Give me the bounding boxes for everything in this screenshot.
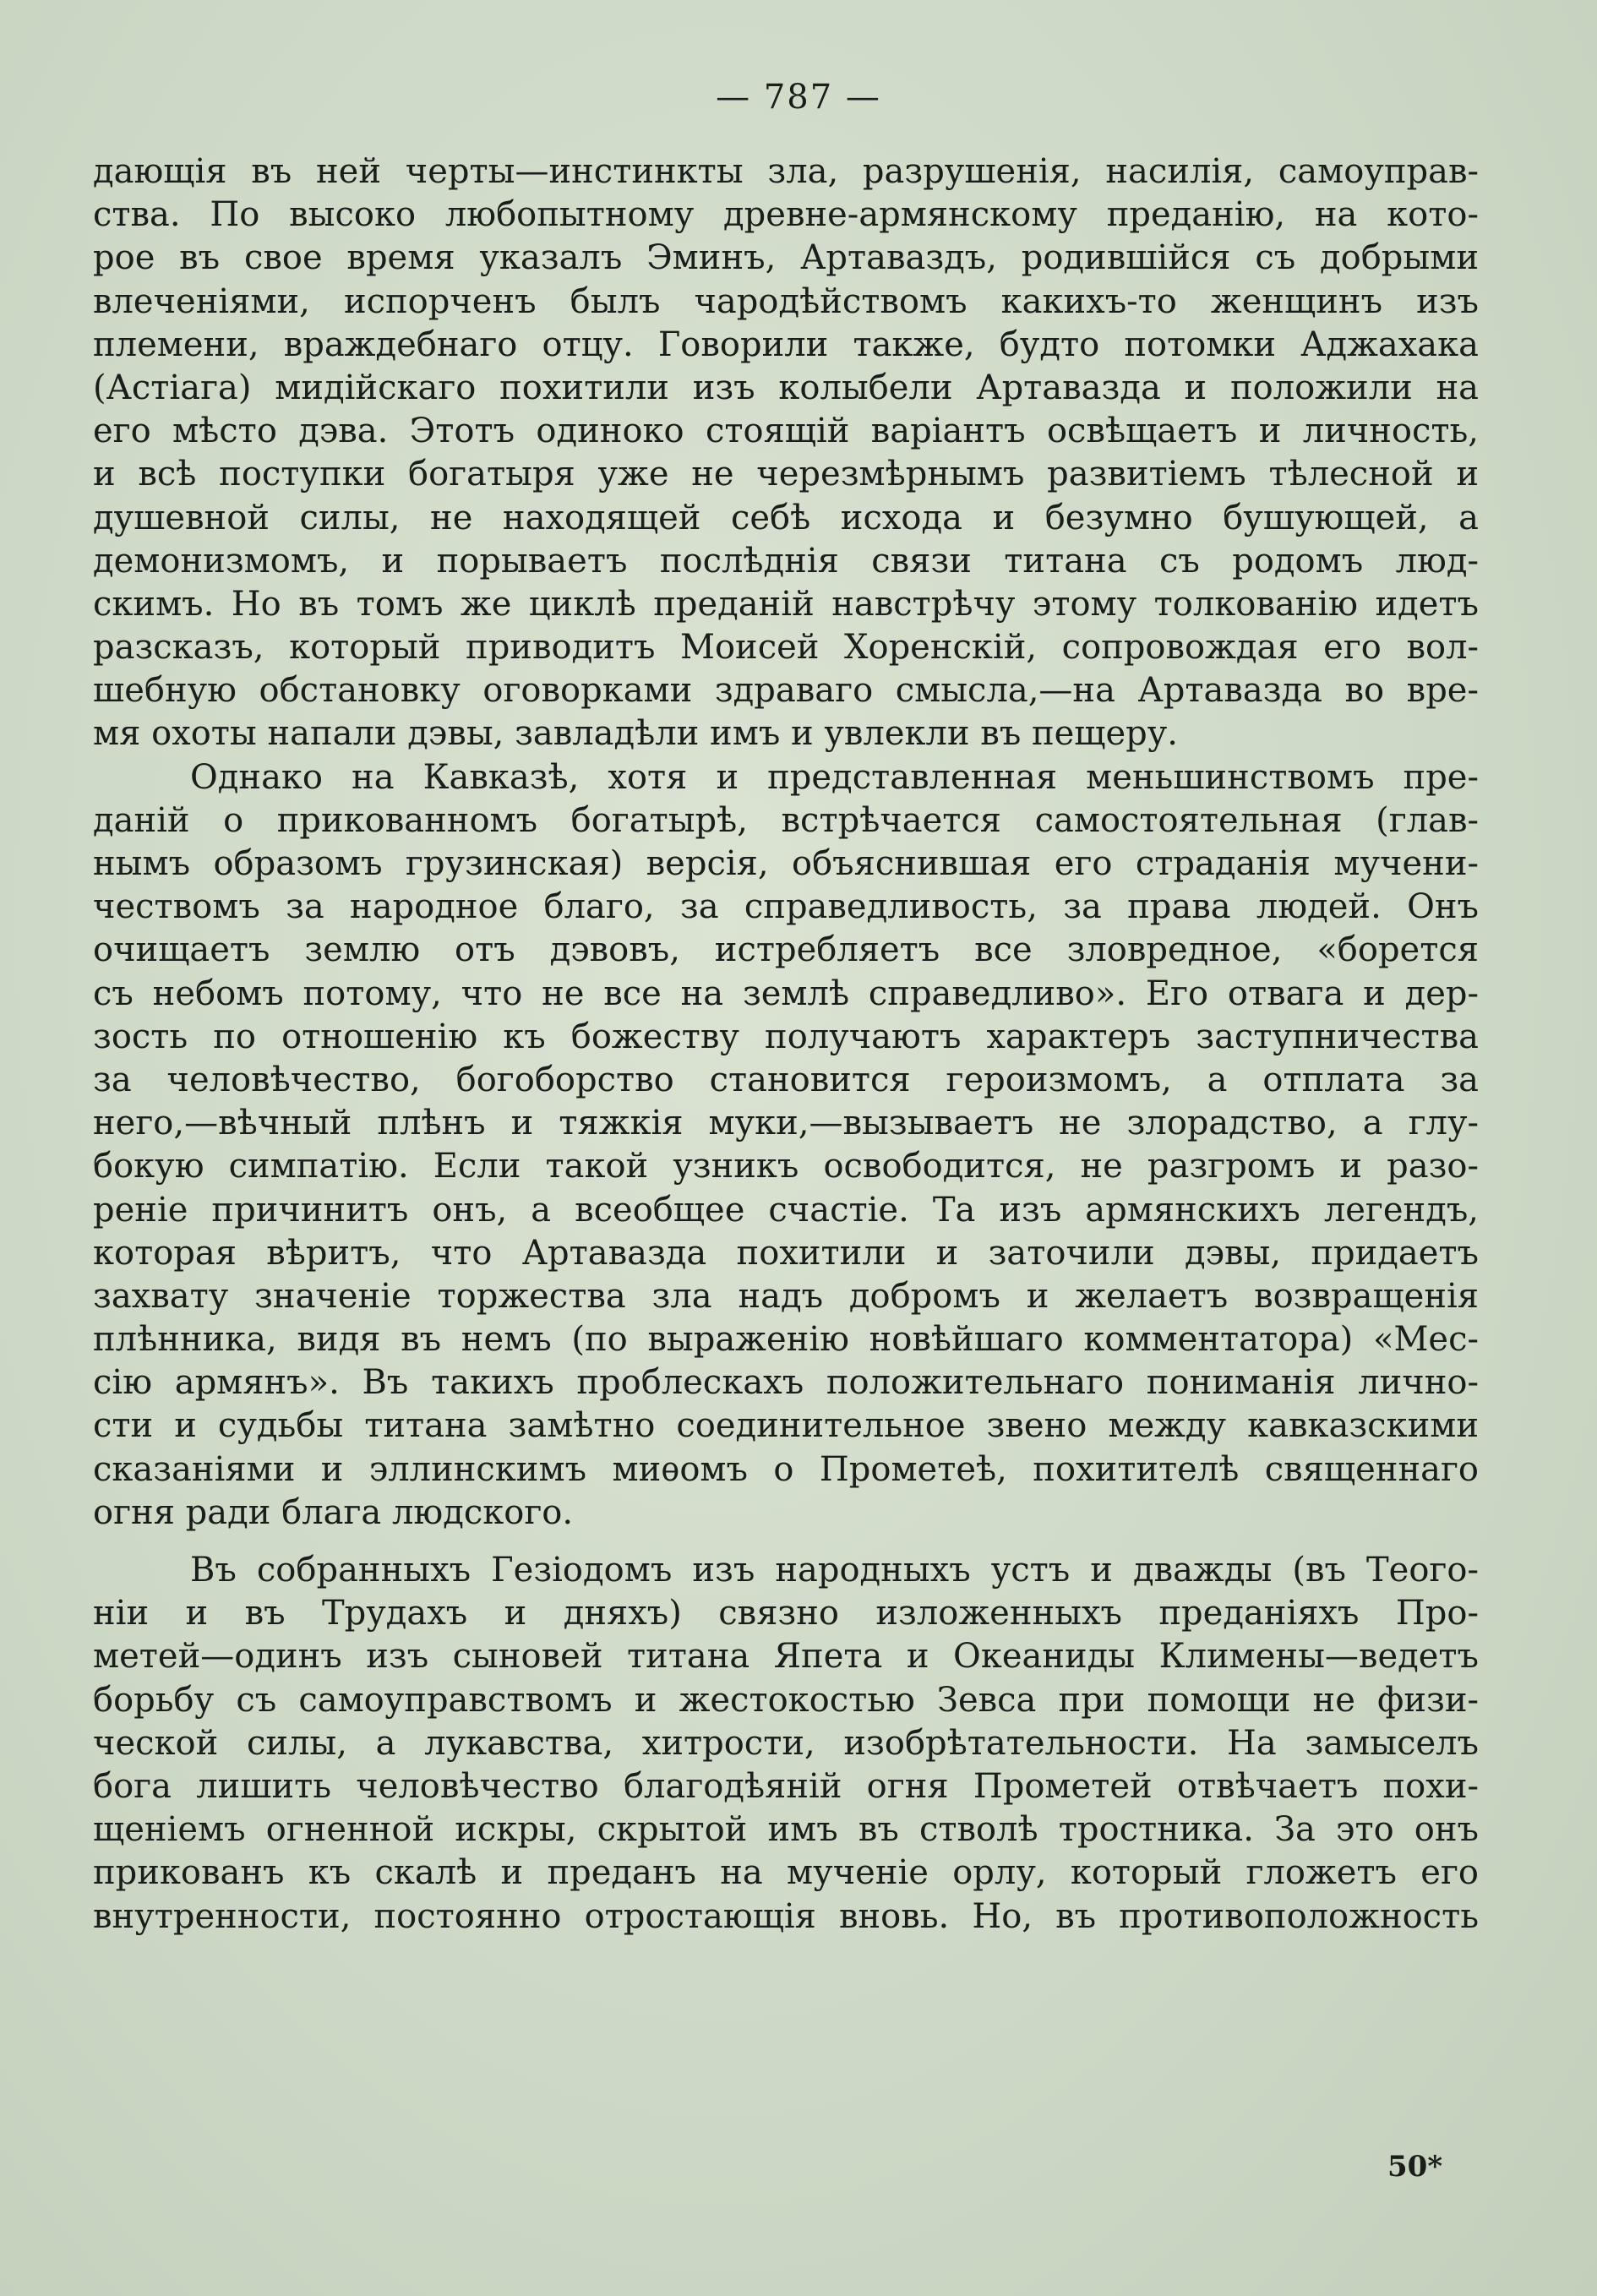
text-line: бокую симпатію. Если такой узникъ освободится, не разгромъ и разо- xyxy=(93,1147,1479,1186)
text-line: рое въ свое время указалъ Эминъ, Артаваздъ, родившійся съ добрыми xyxy=(93,238,1479,278)
text-line: мя охоты напали дэвы, завладѣли имъ и увлекли въ пещеру. xyxy=(93,714,1179,754)
text-line: плѣнника, видя въ немъ (по выраженію новѣйшаго комментатора) «Мес- xyxy=(93,1320,1479,1360)
text-line: борьбу съ самоуправствомъ и жестокостью Зевса при помощи не физи- xyxy=(93,1680,1479,1720)
text-line: ства. По высоко любопытному древне-армянскому преданію, на кото- xyxy=(93,195,1479,235)
text-line: за человѣчество, богоборство становится героизмомъ, а отплата за xyxy=(93,1060,1479,1099)
text-line: ческой силы, а лукавства, хитрости, изобрѣтательности. На замыселъ xyxy=(93,1723,1479,1763)
text-line: зость по отношенію къ божеству получаютъ характеръ заступничества xyxy=(93,1017,1479,1056)
text-line: метей—одинъ изъ сыновей титана Япета и Океаниды Климены—ведетъ xyxy=(93,1637,1479,1677)
text-line: дающія въ ней черты—инстинкты зла, разрушенія, насилія, самоуправ- xyxy=(93,152,1479,191)
text-line: очищаетъ землю отъ дэвовъ, истребляетъ все зловредное, «борется xyxy=(93,930,1479,970)
text-line: прикованъ къ скалѣ и преданъ на мученіе орлу, который гложетъ его xyxy=(93,1853,1479,1893)
text-line: сію армянъ». Въ такихъ проблескахъ положительнаго пониманія лично- xyxy=(93,1363,1479,1403)
text-line: Однако на Кавказѣ, хотя и представленная меньшинствомъ пре- xyxy=(190,757,1479,797)
text-line: которая вѣритъ, что Артавазда похитили и заточили дэвы, придаетъ xyxy=(93,1233,1479,1273)
paragraph-gap xyxy=(93,1535,1479,1549)
text-line: даній о прикованномъ богатырѣ, встрѣчается самостоятельная (глав- xyxy=(93,800,1479,840)
text-line: сти и судьбы титана замѣтно соединительное звено между кавказскими xyxy=(93,1406,1479,1446)
text-line: Въ собранныхъ Гезіодомъ изъ народныхъ устъ и дважды (въ Теого- xyxy=(190,1551,1479,1590)
paragraph-3 xyxy=(93,1549,1479,1939)
text-line: и всѣ поступки богатыря уже не черезмѣрнымъ развитіемъ тѣлесной и xyxy=(93,455,1479,494)
text-line: съ небомъ потому, что не все на землѣ справедливо». Его отвага и дер- xyxy=(93,973,1479,1013)
text-line: щеніемъ огненной искры, скрытой имъ въ стволѣ тростника. За это онъ xyxy=(93,1810,1479,1850)
text-line: шебную обстановку оговорками здраваго смысла,—на Артавазда во вре- xyxy=(93,671,1479,711)
text-line: ніи и въ Трудахъ и дняхъ) связно изложенныхъ преданіяхъ Про- xyxy=(93,1594,1479,1633)
text-line: нымъ образомъ грузинская) версія, объяснившая его страданія мучени- xyxy=(93,844,1479,883)
printer-signature-mark: 50* xyxy=(1387,2150,1443,2184)
text-line: сказаніями и эллинскимъ миѳомъ о Прометеѣ, похитителѣ священнаго xyxy=(93,1449,1479,1489)
text-line: демонизмомъ, и порываетъ послѣднія связи титана съ родомъ люд- xyxy=(93,541,1479,581)
text-line: чествомъ за народное благо, за справедливость, за права людей. Онъ xyxy=(93,887,1479,927)
text-line: душевной силы, не находящей себѣ исхода и безумно бушующей, а xyxy=(93,498,1479,537)
text-line: огня ради блага людского. xyxy=(93,1492,574,1532)
text-line: племени, враждебнаго отцу. Говорили также, будто потомки Аджахака xyxy=(93,324,1479,364)
text-line: разсказъ, который приводитъ Моисей Хоренскій, сопровождая его вол- xyxy=(93,628,1479,668)
text-line: внутренности, постоянно отростающія вновь. Но, въ противоположность xyxy=(93,1896,1479,1936)
text-line: захвату значеніе торжества зла надъ добромъ и желаетъ возвращенія xyxy=(93,1276,1479,1316)
page-number-header: — 787 — xyxy=(716,78,881,117)
body-text xyxy=(93,150,1479,1939)
text-line: него,—вѣчный плѣнъ и тяжкія муки,—вызываетъ не злорадство, а глу- xyxy=(93,1104,1479,1143)
text-line: (Астіага) мидійскаго похитили изъ колыбели Артавазда и положили на xyxy=(93,368,1479,407)
text-line: влеченіями, испорченъ былъ чародѣйствомъ какихъ-то женщинъ изъ xyxy=(93,281,1479,321)
text-line: бога лишить человѣчество благодѣяній огня Прометей отвѣчаетъ похи- xyxy=(93,1766,1479,1806)
paragraph-2 xyxy=(93,756,1479,1535)
text-line: скимъ. Но въ томъ же циклѣ преданій навстрѣчу этому толкованію идетъ xyxy=(93,584,1479,624)
text-line: реніе причинитъ онъ, а всеобщее счастіе. Та изъ армянскихъ легендъ, xyxy=(93,1190,1479,1230)
paragraph-1 xyxy=(93,150,1479,756)
text-line: его мѣсто дэва. Этотъ одиноко стоящій варіантъ освѣщаетъ и личность, xyxy=(93,412,1479,451)
